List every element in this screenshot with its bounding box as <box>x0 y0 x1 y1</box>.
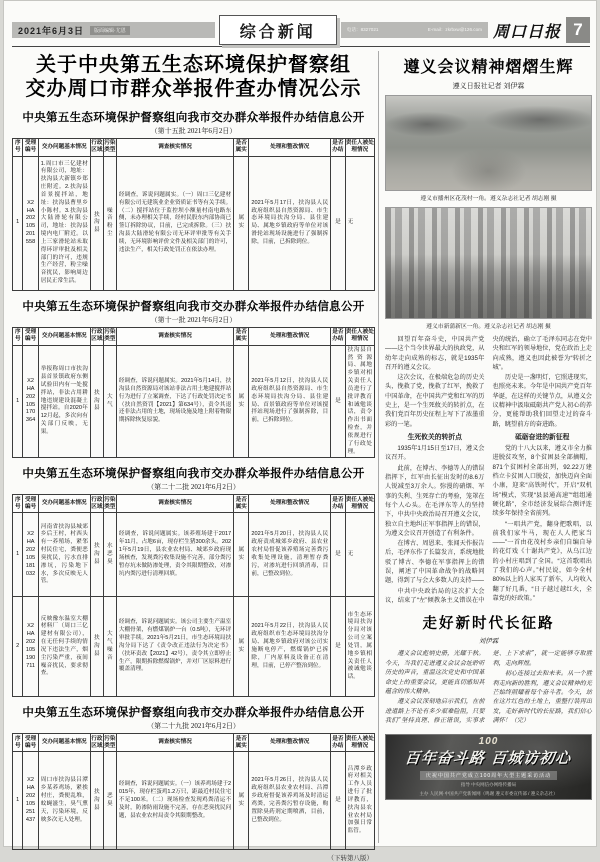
article1-subhead-2: 砥砺奋进的新征程 <box>515 433 570 441</box>
article1-subhead-1: 生死攸关的转折点 <box>407 433 462 441</box>
article2-title: 走好新时代长征路 <box>422 616 555 633</box>
main-title-line2: 交办周口市群众举报件查办情况公示 <box>25 78 362 101</box>
paragraph: 中共中央政治局的这次扩大会议，结束了“左”倾教条主义错误在中央的统治，确立了毛泽东同志在党中央和红军的领导地位，党在政治上走向成熟，遵义也因此被誉为“转折之城”。 <box>385 336 592 604</box>
col-header: 处理和整改情况 <box>249 734 331 752</box>
batch-section-29 <box>12 704 375 850</box>
section-heading: 中央第五生态环境保护督察组向我市交办群众举报件办结信息公开 <box>22 468 365 481</box>
col-header: 是否办结 <box>331 734 345 752</box>
cell-closed: 是 <box>331 513 345 597</box>
cell-closed: 是 <box>331 752 345 850</box>
cell-type: 大气 噪音 <box>103 597 116 697</box>
paragraph: 回望百年奋斗史，中国共产党——这个当今世界最大的执政党，从幼年走向成熟的标志，就是1935年召开的遵义会议。 <box>385 336 485 371</box>
col-header: 是否属实 <box>234 495 249 513</box>
report-table-batch-29 <box>12 733 375 850</box>
paragraph: 在博古、周恩来、张闻天作报告后，毛泽东作了长篇发言，系统地批驳了博古、李德在军事指挥上的错误，阐述了中国革命战争的战略问题，得到了与会大多数人的支持—— <box>385 540 485 585</box>
cell-no: 1 <box>13 513 23 597</box>
report-table-batch-15 <box>12 138 375 291</box>
cell-accountability: 扶沟县自然资源局、属地乡镇对相关责任人员进行了批评教育和诫勉谈话，责令作出书面检查，并依规进行了行政处理。 <box>345 345 374 458</box>
banner-subtitle: 庆祝中国共产党成立100周年大型主题采访活动 <box>420 771 557 780</box>
cell-no: 1 <box>13 345 23 458</box>
cell-handling: 2021年5月12日，扶沟县人民政府组织县自然资源局、市生态环境局扶沟分局、县住建局、首景镇政府等单位对该搅拌站现场进行了强制拆除，目前，已拆除到位。 <box>249 345 331 458</box>
col-header: 处理和整改情况 <box>249 327 331 345</box>
cell-closed: 是 <box>331 597 345 697</box>
cell-verified: 属实 <box>234 156 249 290</box>
col-header: 是否属实 <box>234 327 249 345</box>
header-rule <box>12 46 590 47</box>
cell-region: 扶沟县 <box>90 597 103 697</box>
table-row <box>13 156 375 290</box>
col-header: 调查核实情况 <box>116 138 233 156</box>
cell-problem: 河南省扶沟县城郊乡后王村，村西头有一养殖场，紧邻村民住宅，粪便恶臭扰民，污水直排渗坑，污染地下水，多次反映无人管。 <box>38 513 90 597</box>
cell-problem: 反映豫东温室大棚材料厂（周口三亿建材有限公司），在无任何手续的情况下违法生产，烟尘污染严重，夜间噪音扰民，要求彻查。 <box>38 597 90 697</box>
header-right-band <box>341 22 488 38</box>
sidebar-column <box>378 51 592 843</box>
article1-byline: 遵义日报社记者 刘伊霖 <box>452 82 525 90</box>
table-header-row <box>13 734 375 752</box>
col-header: 行政区域 <box>90 495 103 513</box>
paragraph: 初心连接过去和未来。从一个胜利走向新的胜利，遵义会议精神的光芒始终照耀着每个奋斗者。今天，站在这片红色的土地上，重整行装再出发，走好新时代的长征路，我们信心满怀！（完） <box>492 670 592 725</box>
cell-type: 恶臭 <box>103 752 116 850</box>
cell-verified: 属实 <box>234 345 249 458</box>
cell-verified: 属实 <box>234 513 249 597</box>
photo2-caption: 遵义市新蒲新区一角。遵义杂志社记者 胡志刚 摄 <box>426 324 551 330</box>
col-header: 是否办结 <box>331 327 345 345</box>
col-header: 责任人被处理情况 <box>345 734 374 752</box>
col-header: 处理和整改情况 <box>249 138 331 156</box>
cell-no: 2 <box>13 597 23 697</box>
main-title <box>12 53 375 102</box>
cell-no: 1 <box>13 752 23 850</box>
col-header: 受理编号 <box>23 734 38 752</box>
issue-date: 2021年6月3日 <box>18 25 85 36</box>
cell-code: X2HA202105251437 <box>23 752 38 850</box>
report-table-batch-11 <box>12 327 375 459</box>
batch-line: （第二十二批 2021年6月2日） <box>147 483 240 492</box>
cell-code: X2HA202105181032 <box>23 513 38 597</box>
cell-closed: 是 <box>331 156 345 290</box>
cell-investigation: 经调查，诉说问题属实。该养殖场建于2017年11月，占地6亩，现存栏生猪300余头。2021年5月19日，县农业农村局、城郊乡政府现场核查，发现粪污收集设施不完善，部分粪污暂存坑未做防渗处理，责令其限期整改，对渗坑内粪污进行清理回填。 <box>116 513 233 597</box>
article1-body <box>385 335 592 605</box>
col-header: 行政区域 <box>90 138 103 156</box>
article2-body <box>385 649 592 726</box>
table-header-row <box>13 327 375 345</box>
cell-region: 扶沟县 <box>90 752 103 850</box>
cell-investigation: 经调查，诉说问题属实。（一）该养鸡场建于2015年，现存栏蛋鸡1.2万只，距最近村民住宅不足100米。（二）现场检查发现鸡粪清运不及时，防渗防雨设施不完善，存在恶臭扰民问题，县农业农村局责令其限期整改。 <box>116 752 233 850</box>
col-header: 调查核实情况 <box>116 734 233 752</box>
table-row <box>13 345 375 458</box>
cell-problem: 周口市扶沟县吕潭乡某养鸡场，紧挨村庄，粪便乱堆，蚊蝇滋生，臭气熏天，污染环境，反映多次无人处理。 <box>38 752 90 850</box>
col-header: 交办问题基本情况 <box>38 734 90 752</box>
paragraph: 党的十八大以来，遵义市全力推进脱贫攻坚，8个贫困县全部摘帽，871个贫困村全部出列，92.22万建档立卡贫困人口脱贫，加快迈向全面小康，迎来“高铁时代”，开启“双机场”模式，实现“县县通高速”“组组通硬化路”，全市经济发展综合测评连续多年保持全省前列。 <box>492 445 592 518</box>
cell-type: 大气 <box>103 345 116 458</box>
col-header: 调查核实情况 <box>116 495 233 513</box>
campaign-banner <box>385 734 592 800</box>
table-row <box>13 752 375 850</box>
cell-accountability: 吕潭乡政府对相关工作人员进行了批评教育，扶沟县农业农村局加强日常监管。 <box>345 752 374 850</box>
col-header: 行政区域 <box>90 734 103 752</box>
paragraph: 这次会议，在极端危急的历史关头，挽救了党，挽救了红军，挽救了中国革命，在中国共产党和红军的历史上，是一个生死攸关的转折点，在我们党百年历史征程上写下了浓墨重彩的一笔。 <box>385 374 485 428</box>
announcement-column <box>12 51 375 862</box>
cell-investigation: 经调查，诉说问题属实。该公司主要生产温室大棚骨架，有燃煤锅炉一台（0.5吨），无环评审批手续。2021年5月21日，市生态环境局扶沟分局下达了《责令改正违法行为决定书》（扶环责改【2021】42号），责令其立即停止生产，限期拆除燃煤锅炉，并对厂区原料进行覆盖清理。 <box>116 597 233 697</box>
cell-verified: 属实 <box>234 752 249 850</box>
cell-investigation: 经调查，诉说问题属实。（一）周口三亿建材有限公司无建筑业企业资质证书等有关手续。（二）搅拌站位于监控坝小额量村南电路东侧，未办理相关手续，经村民股东内部协商已签订拆除协议，目前，已完成拆除。（三）扶沟县大陆滑轮有限公司无环评审批等有关手续，无环境影响评价文件及相关部门的许可，违法生产，相关行政处罚正在依法办理。 <box>116 156 233 290</box>
col-header: 责任人被处理情况 <box>345 138 374 156</box>
banner-slogan: 百年奋斗路 百城访初心 <box>404 749 573 768</box>
col-header: 处理和整改情况 <box>249 495 331 513</box>
header-left-band <box>12 22 215 38</box>
col-header: 是否属实 <box>234 734 249 752</box>
masthead: 周口日报 <box>492 21 561 41</box>
table-header-row <box>13 138 375 156</box>
col-header: 责任人被处理情况 <box>345 327 374 345</box>
col-header: 交办问题基本情况 <box>38 495 90 513</box>
paragraph: 1935年1月15日至17日，遵义会议召开。 <box>385 445 485 462</box>
paragraph: 遵义会议深刻地启示我们，在前进道路上不论有多少艰难险阻，只要我们“坚持真理、修正错误，实事求是、上下求索”，就一定能够夺取胜利，走向辉煌。 <box>385 650 592 725</box>
section-name: 综合新闻 <box>239 21 316 41</box>
cell-handling: 2021年5月22日，扶沟县人民政府组织市生态环境局扶沟分局、属地乡镇政府对该公司实施断电停产，燃煤锅炉已拆除，厂内原料及设备正在清理，目前，已停产整治到位。 <box>249 597 331 697</box>
col-header: 序号 <box>13 495 23 513</box>
report-table-batch-22 <box>12 494 375 697</box>
page-number-badge: 7 <box>566 17 590 43</box>
cell-type: 噪音 粉尘 <box>103 156 116 290</box>
col-header: 序号 <box>13 734 23 752</box>
cell-problem: 举报称周口市扶沟县首景镇政府东侧试验田内有一处搅拌站，非法占用耕地违规建设混凝土搅拌站。自2020年12月起，多次向有关部门反映，无果。 <box>38 345 90 458</box>
cell-closed: 是 <box>331 345 345 458</box>
paragraph: 遵义会议彪炳史册，光耀千秋。今天，当我们走进遵义会议会址聆听历史的声音，重温这次党史和中国革命史上的重要会议，更能真切感知其蕴含的伟大精神。 <box>385 650 485 695</box>
cell-accountability: 无 <box>345 513 374 597</box>
cell-code: X2HA202105201558 <box>23 156 38 290</box>
section-name-box <box>219 15 337 45</box>
paragraph: 历史是一盏明灯，它照进现实，也照亮未来。今年是中国共产党百年华诞，在这样的关键节点，从遵义会议精神中汲取砥砺共产党人初心的养分，更能帮助我们回望走过的奋斗路，眺望前方的奋进路。 <box>492 374 592 428</box>
cell-region: 扶沟县 <box>90 513 103 597</box>
col-header: 是否办结 <box>331 495 345 513</box>
paragraph: 此前，在博古、李德等人的错误指挥下，红军由长征出发时的8.6万人锐减至3万余人。弥漫的硝烟、军事的失利、生死存亡的考验，笼罩在每个人心头。在毛泽东等人的坚持下，中共中央政治局召开遵义会议，独立自主地纠正军事指挥上的错误，为遵义会议召开创造了有利条件。 <box>385 464 485 537</box>
cell-no: 1 <box>13 156 23 290</box>
cell-handling: 2021年5月20日，扶沟县人民政府责成城郊乡政府、县农业农村局督促该养殖场完善粪污收集处理设施，清理暂存粪污，对渗坑进行回填消毒，目前，已整改到位。 <box>249 513 331 597</box>
page-header <box>12 17 590 43</box>
cell-code: X2HA202105170364 <box>23 345 38 458</box>
continuation-note: （下转第八版） <box>327 855 373 862</box>
centenary-100-logo: 100 <box>478 736 499 748</box>
col-header: 受理编号 <box>23 327 38 345</box>
section-heading: 中央第五生态环境保护督察组向我市交办群众举报件办结信息公开 <box>22 300 365 313</box>
table-row <box>13 597 375 697</box>
cell-accountability: 市生态环境局扶沟分局对该公司立案处罚，属地乡镇相关责任人被诫勉谈话。 <box>345 597 374 697</box>
cell-type: 水 恶臭 <box>103 513 116 597</box>
col-header: 是否属实 <box>234 138 249 156</box>
article1-title: 遵义会议精神熠熠生辉 <box>403 59 574 76</box>
newspaper-page <box>3 0 597 862</box>
col-header: 受理编号 <box>23 138 38 156</box>
batch-section-22 <box>12 465 375 697</box>
batch-line: （第十五批 2021年6月2日） <box>150 126 237 135</box>
col-header: 污染类型 <box>103 138 116 156</box>
col-header: 序号 <box>13 138 23 156</box>
col-header: 是否办结 <box>331 138 345 156</box>
article2-byline: 刘伊霖 <box>478 637 499 646</box>
table-header-row <box>13 495 375 513</box>
col-header: 行政区域 <box>90 327 103 345</box>
col-header: 污染类型 <box>103 495 116 513</box>
cell-handling: 2021年5月26日，扶沟县人民政府组织县农业农村局、吕潭乡政府督促该养鸡场及时清运鸡粪，完善粪污暂存设施，购置除臭药剂定期喷洒，目前，已整改到位。 <box>249 752 331 850</box>
col-header: 污染类型 <box>103 327 116 345</box>
col-header: 责任人被处理情况 <box>345 495 374 513</box>
batch-line: （第十一批 2021年6月2日） <box>150 315 237 324</box>
banner-credit-line2: 主办 人民网·中国共产党新闻网（鸣谢 遵义市委宣传部 / 遵义杂志社） <box>419 791 558 797</box>
batch-section-15 <box>12 109 375 291</box>
banner-credit-line1: 指导 中央网信办网络传播局 <box>460 782 517 788</box>
contact-phone: 电话：8327021 <box>346 27 379 32</box>
col-header: 交办问题基本情况 <box>38 138 90 156</box>
village-aerial-photo <box>385 95 592 191</box>
cell-handling: 2021年5月17日，扶沟县人民政府组织县自然资源局、市生态环境局扶沟分局、县住建局、属地乡镇政府等单位对该滑轮站现场设施进行了强制拆除，目前，已拆除到位。 <box>249 156 331 290</box>
cell-accountability: 无 <box>345 156 374 290</box>
col-header: 污染类型 <box>103 734 116 752</box>
paragraph: “一唱共产党，翻身把歌唱，以前我们家牛马，现在人人把家当——”一首由花茂村乡亲们自编自导的花灯戏《十谢共产党》，从乌江边的小村庄唱到了全国。“这首歌唱出了我们的心声。”村民说，如今全村80%以上的人家买了新车，人均收入翻了好几番，“日子越过越红火，全靠党的好政策。” <box>492 520 592 602</box>
section-heading: 中央第五生态环境保护督察组向我市交办群众举报件办结信息公开 <box>22 707 365 720</box>
cell-investigation: 经调查，诉说问题属实。2021年5月14日，扶沟县自然资源局对该站非法占用土地建搅拌站行为进行了立案调查，下达了行政处罚决定书（扶自然资罚【2021】第634号），责令其退还非法占用的土地，现场设施及地上附着物限期拆除恢复原貌。 <box>116 345 233 458</box>
cell-region: 扶沟县 <box>90 156 103 290</box>
cell-problem: 1.周口市三亿建材有限公司，地址：扶沟县大新镇乡郑庄附近。2.扶沟县首景搅拌站，地址：扶沟县曹里乡小陈村。3.扶沟县大陆滑轮有限公司，地址：扶沟县境内电厂附近。以上三家滑轮站未取得环评审批及相关部门的许可，违规生产经营，粉尘噪音扰民，影响周边居民正常生活。 <box>38 156 90 290</box>
batch-section-11 <box>12 298 375 459</box>
article2 <box>385 612 592 726</box>
cell-region: 扶沟县 <box>90 345 103 458</box>
section-heading: 中央第五生态环境保护督察组向我市交办群众举报件办结信息公开 <box>22 111 365 124</box>
city-skyline-photo <box>385 207 592 319</box>
cell-code: X2HA202105190711 <box>23 597 38 697</box>
col-header: 调查核实情况 <box>116 327 233 345</box>
cell-verified: 属实 <box>234 597 249 697</box>
editor-box: 版面编辑·尤恩 <box>90 26 130 35</box>
main-title-line1: 关于中央第五生态环境保护督察组 <box>36 54 351 76</box>
photo1-caption: 遵义市播州区花茂村一角。遵义杂志社记者 胡志刚 摄 <box>420 196 557 202</box>
contact-email: E-mail：zkrbxw@126.com <box>427 27 482 32</box>
col-header: 交办问题基本情况 <box>38 327 90 345</box>
col-header: 序号 <box>13 327 23 345</box>
col-header: 受理编号 <box>23 495 38 513</box>
batch-line: （第二十九批 2021年6月2日） <box>147 722 240 731</box>
table-row <box>13 513 375 597</box>
